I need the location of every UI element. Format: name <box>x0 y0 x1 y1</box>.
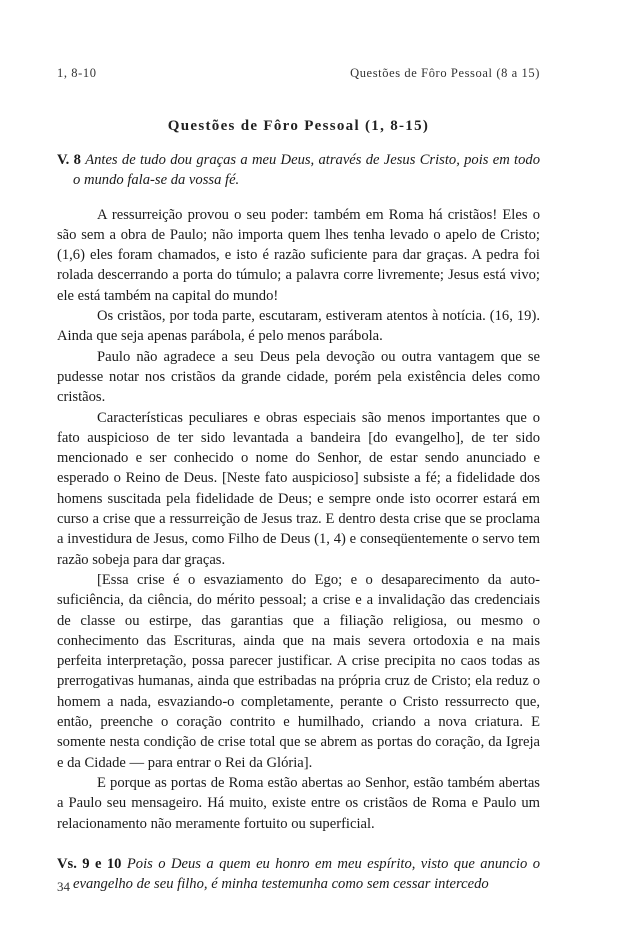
verse-9-10-text: Pois o Deus a quem eu honro em meu espírito, visto que anuncio o evangelho de seu filho, é minha testemunha como sem cessar intercedo <box>73 855 540 893</box>
header-chapter-ref: 1, 8-10 <box>57 66 97 80</box>
running-header <box>57 66 540 81</box>
page-number: 34 <box>57 879 70 894</box>
verse-8-reference: V. 8 <box>57 152 81 168</box>
verse-8-text: Antes de tudo dou graças a meu Deus, através de Jesus Cristo, pois em todo o mundo fala-se da vossa fé. <box>73 152 540 189</box>
paragraph: Características peculiares e obras especiais são menos importantes que o fato auspicioso de ter sido levantada a bandeira [do evangelho], de ter sido mencionado e ser conhecido o nome do Senhor, de estar sendo anunciado e esperado o Reino de Deus. [Neste fato auspicioso] subsiste a fé; a fidelidade dos homens suscitada pela fidelidade de Deus; e sempre onde isto ocorrer estará em curso a crise que a ressurreição de Jesus traz. E dentro desta crise que se proclama a investidura de Jesus, como Filho de Deus (1, 4) e conseqüentemente o servo tem razão sobeja para dar graças. <box>57 409 540 568</box>
verse-9-10 <box>57 854 540 895</box>
header-section-title: Questões de Fôro Pessoal (8 a 15) <box>350 66 540 80</box>
paragraph: E porque as portas de Roma estão abertas ao Senhor, estão também abertas a Paulo seu mensageiro. Há muito, existe entre os cristãos de Roma e Paulo um relacionamento não meramente fortuito ou superficial. <box>57 774 540 832</box>
section-title: Questões de Fôro Pessoal (1, 8-15) <box>167 118 430 134</box>
verse-9-10-reference: Vs. 9 e 10 <box>57 855 122 872</box>
paragraph: Paulo não agradece a seu Deus pela devoção ou outra vantagem que se pudesse notar nos cristãos da grande cidade, porém pela existência deles como cristãos. <box>57 348 540 406</box>
paragraph: A ressurreição provou o seu poder: também em Roma há cristãos! Eles o são sem a obra de Paulo; não importa quem lhes tenha levado o apelo de Cristo; (1,6) eles foram chamados, e isto é razão suficiente para dar graças. A pedra foi rolada descerrando a porta do túmulo; a palavra corre livremente; Jesus está vivo; ele está também na capital do mundo! <box>57 206 540 304</box>
main-text <box>57 150 540 894</box>
verse-8 <box>57 150 540 191</box>
paragraph: [Essa crise é o esvaziamento do Ego; e o desaparecimento da auto-suficiência, da ciência, do mérito pessoal; a crise e a invalidação das credenciais de classe ou estirpe, das garantias que a filiação religiosa, ou mesmo o conhecimento das Escrituras, ainda que na mais severa ortodoxia e na mais perfeita interpretação, possa parecer justificar. A crise precipita no caos todas as prerrogativas humanas, ainda que estribadas na própria cruz de Cristo; ela reduz o homem a nada, esvaziando-o completamente, perante o Cristo ressurrecto que, então, preenche o coração contrito e humilhado, criando a nova criatura. E somente nesta condição de crise total que se abrem as portas do coração, da Igreja e da Cidade — para entrar o Rei da Glória]. <box>57 571 540 771</box>
paragraph: Os cristãos, por toda parte, escutaram, estiveram atentos à notícia. (16, 19). Ainda que seja apenas parábola, é pelo menos parábola. <box>57 308 540 345</box>
